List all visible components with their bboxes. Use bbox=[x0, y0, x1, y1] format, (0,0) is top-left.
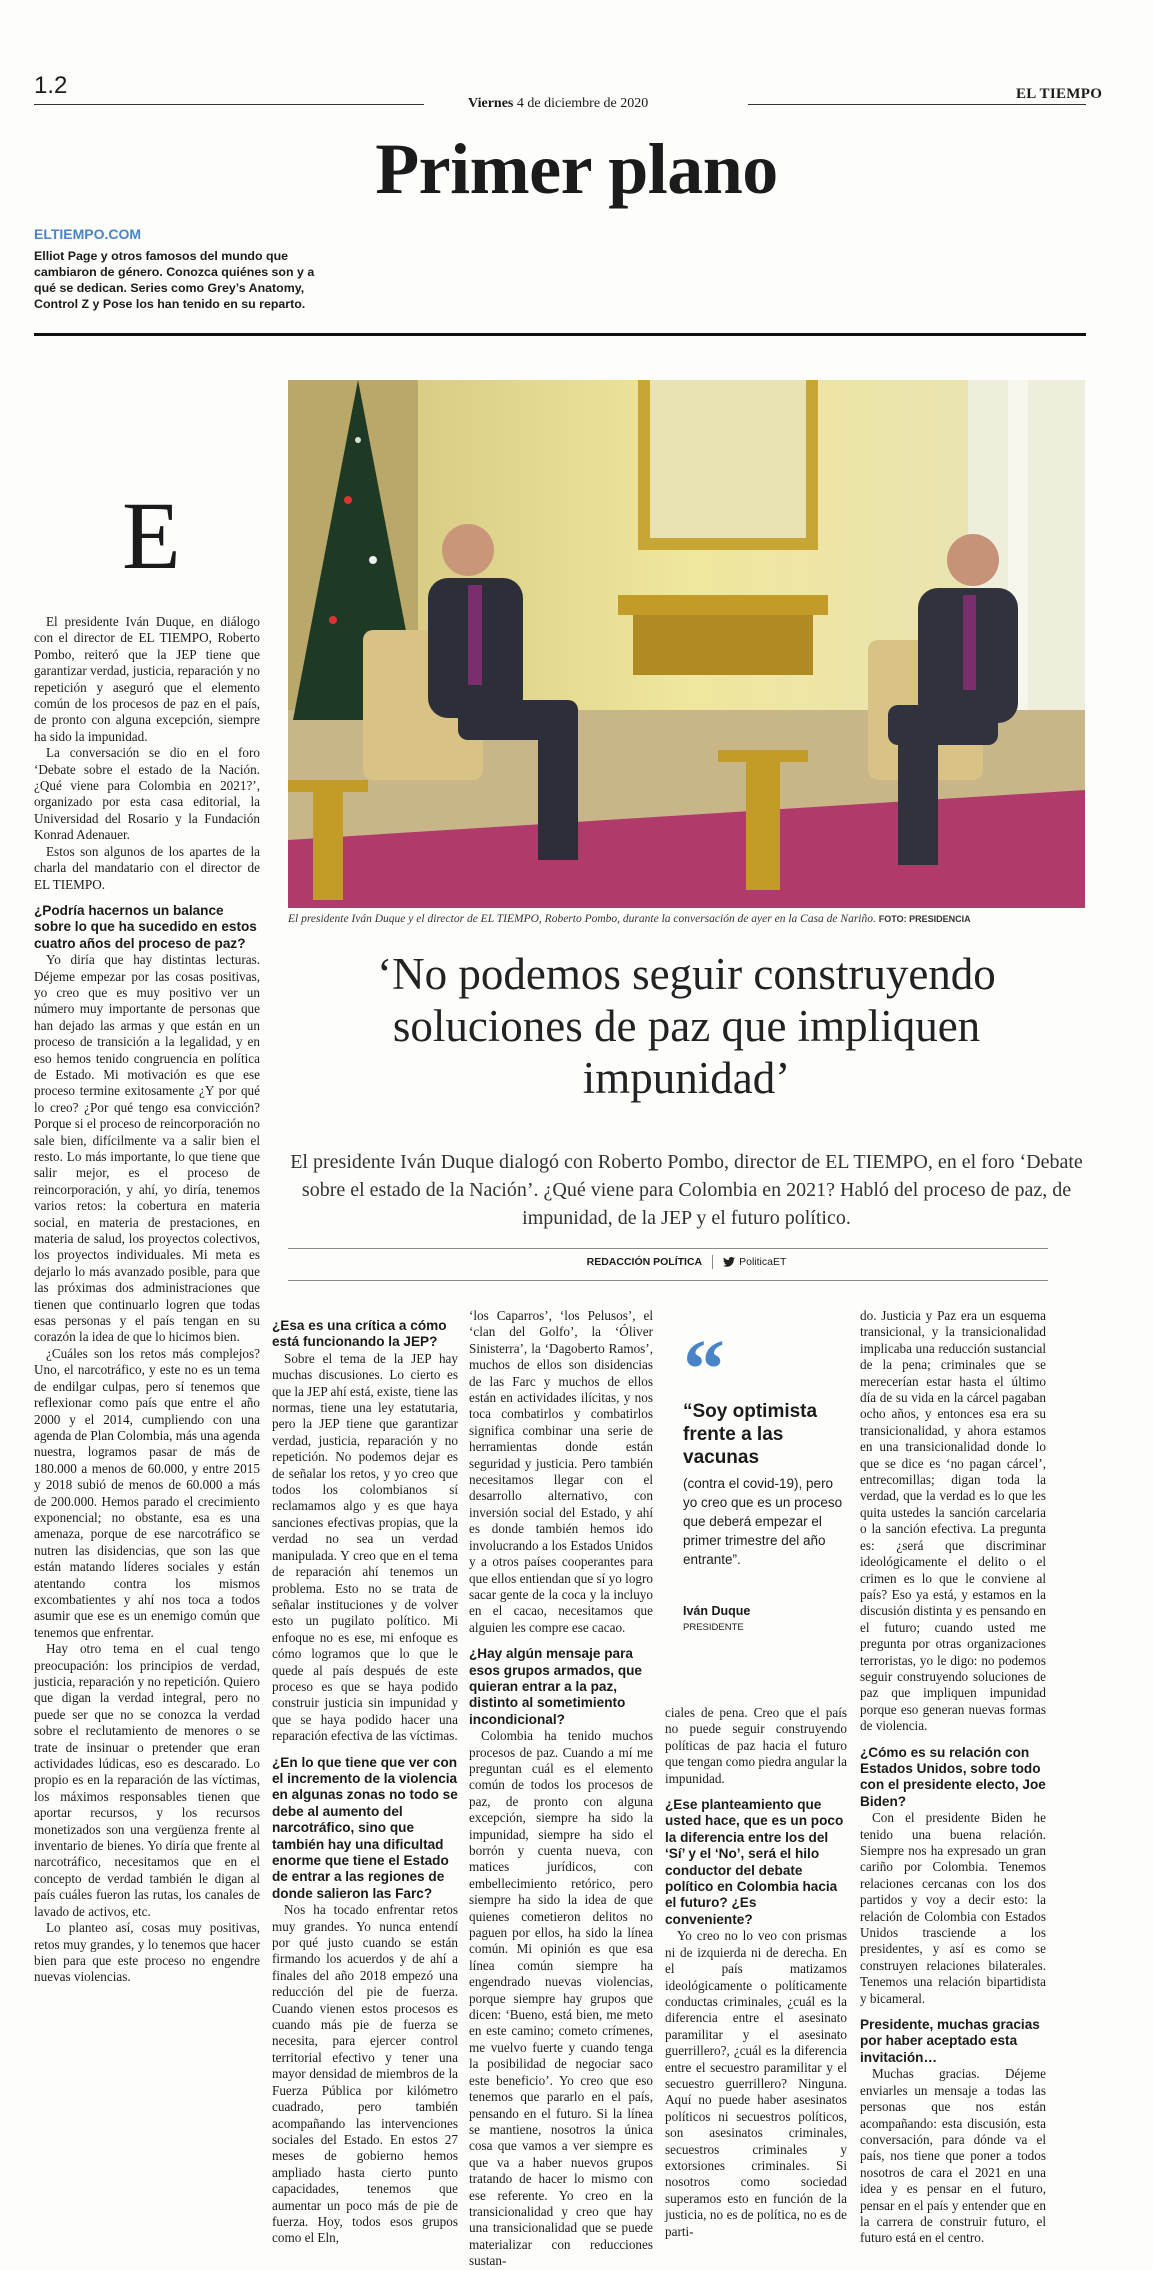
byline bbox=[288, 1255, 1085, 1269]
photo-caption-text: El presidente Iván Duque y el director de EL TIEMPO, Roberto Pombo, durante la conversación de ayer en la Casa de Nariño. bbox=[288, 913, 876, 925]
interview-question: ¿En lo que tiene que ver con el incremento de la violencia en algunas zonas no todo se debe al aumento del narcotráfico, sino que también hay una dificultad enorme que tiene el Estado de entrar a las regiones de donde salieron las Farc? bbox=[272, 1754, 458, 1901]
interview-question: ¿Podría hacernos un balance sobre lo que ha sucedido en estos cuatro años del proceso de paz? bbox=[34, 902, 257, 951]
header-rule-right bbox=[748, 104, 1086, 105]
article-column-3 bbox=[469, 1308, 653, 2270]
pullquote-speaker: Iván Duque bbox=[683, 1604, 751, 1618]
issue-date bbox=[468, 96, 648, 112]
article-paragraph: Lo planteo así, cosas muy positivas, retos muy grandes, y lo tenemos que hacer bien para que este proceso no engendre nuevas violencias. bbox=[34, 1920, 260, 1985]
quote-mark-icon: “ bbox=[683, 1323, 725, 1416]
article-photo bbox=[288, 380, 1085, 908]
byline-rule-top bbox=[288, 1248, 1048, 1249]
interview-question: ¿Ese planteamiento que usted hace, que es un poco la diferencia entre los del ‘Sí’ y el ‘No’, será el hilo conductor del debate político en Colombia hacia el futuro? ¿Es conveniente? bbox=[665, 1797, 844, 1927]
article-paragraph: Con el presidente Biden he tenido una buena relación. Siempre nos ha expresado un gran cariño por Colombia. Tenemos relaciones cercanas con los dos partidos y voy a decir esto: la relación de Colombia con Estados Unidos trasciende a los presidentes, y así es como se construyen relaciones bilaterales. Tenemos una relación bipartidista y bicameral. bbox=[860, 1810, 1046, 2006]
photo-credit: FOTO: PRESIDENCIA bbox=[878, 914, 971, 924]
page-number: 1.2 bbox=[34, 72, 68, 99]
article-paragraph: La conversación se dio en el foro ‘Debate sobre el estado de la Nación. ¿Qué viene para Colombia en 2021?’, organizado por esta casa editorial, la Universidad del Rosario y la Fundación Konrad Adenauer. bbox=[34, 745, 260, 843]
pullquote-text: “Soy optimista frente a las vacunas bbox=[683, 1401, 818, 1468]
newspaper-logo: EL TIEMPO bbox=[1016, 86, 1103, 102]
article-paragraph: ‘los Caparros’, ‘los Pelusos’, el ‘clan del Golfo’, la ‘Óliver Sinisterra’, la ‘Dagoberto Ramos’, muchos de ellos son disidencias de las Farc y muchos de ellos están en actividades ilícitas, y nos toca combatirlos y combatirlos significa combinar una serie de herramientas donde están seguridad y justicia. Pero también necesitamos llegar con el desarrollo alternativo, con inversión social del Estado, y ahí es donde también hemos ido involucrando a los Estados Unidos y a otros países cooperantes para que ellos entiendan que sí yo logro sacar gente de la coca y la incluyo en el cacao, necesitamos que alguien les compre ese cacao. bbox=[469, 1308, 653, 1635]
promo-divider bbox=[34, 333, 1086, 336]
article-paragraph: Estos son algunos de los apartes de la charla del mandatario con el director de EL TIEMPO. bbox=[34, 843, 260, 892]
article-paragraph: Nos ha tocado enfrentar retos muy grandes. Yo nunca entendí por qué justo cuando se están firmando los acuerdos y de ahí a finales del año 2018 empezó una reducción del pie de fuerza. Cuando vienen estos procesos es cuando más pie de fuerza se necesita, para ejercer control territorial efectivo y tener una mayor densidad de miembros de la Fuerza Pública por kilómetro cuadrado, pero también acompañando las intervenciones sociales del Estado. En estos 27 meses de gobierno hemos ampliado hasta cierto punto capacidades, tenemos que aumentar un poco más de pie de fuerza. Hoy, todos esos grupos como el Eln, bbox=[272, 1902, 458, 2246]
interview-question: ¿Esa es una crítica a cómo está funcionando la JEP? bbox=[272, 1318, 447, 1350]
byline-rule-bottom bbox=[288, 1280, 1048, 1281]
article-paragraph: Colombia ha tenido muchos procesos de paz. Cuando a mí me preguntan cuál es el elemento común de todos los procesos de paz, de pronto con alguna excepción, siempre ha sido la impunidad, siempre ha sido el borrón y cuenta nueva, con matices jurídicos, con embellecimiento retórico, pero siempre ha sido la idea de que quienes cometieron delitos no paguen por ellos, ha sido la línea común. Mi opinión es que esa línea común siempre ha engendrado nuevas violencias, porque siempre hay grupos que dicen: ‘Bueno, está bien, me meto en este camino; cometo crímenes, me vuelvo fuerte y cuando tenga la posibilidad de negociar saco este beneficio’. Yo creo que eso tenemos que pararlo en el país, pensando en el futuro. Si la línea se mantiene, nosotros la única cosa que vamos a ver siempre es que va a haber nuevos grupos tratando de hacer lo mismo con ese referente. Yo creo en la transicionalidad y creo que hay una transicionalidad que se puede materializar con reducciones sustan- bbox=[469, 1728, 653, 2269]
drop-cap: E bbox=[122, 482, 181, 589]
article-paragraph: Yo diría que hay distintas lecturas. Déjeme empezar por las cosas positivas, yo creo que es muy positivo ver un número muy importante de personas que han dejado las armas y que están en un proceso de transición a la legalidad, y en eso hemos tenido congruencia en política de Estado. Mi motivación es que ese proceso termine exitosamente ¿Y por qué lo creo? ¿Por qué tengo esa convicción? Porque si el proceso de reincorporación no sale bien, difícilmente va a salir bien el resto. Lo más importante, lo que tiene que salir mejor, es el proceso de reincorporación, y ahí, yo diría, tenemos varios retos: la cobertura en materia social, en materia de prestaciones, en materia de salud, los proyectos colectivos, los proyectos individuales. Mi meta es dejarlo lo más avanzado posible, para que las próximas dos administraciones que tienen que continuarlo logren que todas esas personas y el país tengan en su corazón la idea de que lo hicimos bien. bbox=[34, 952, 260, 1345]
article-paragraph: ¿Cuáles son los retos más complejos? Uno, el narcotráfico, y este no es un tema de endilgar culpas, pero sí tenemos que reflexionar como país que entre el año 2000 y el 2014, cumpliendo con una agenda de Plan Colombia, más una agenda nuestra, logramos pasar de más de 180.000 a menos de 60.000, y entre 2015 y 2018 subió de menos de 60.000 a más de 200.000. Hemos parado el crecimiento exponencial; no obstante, esa es una amenaza, porque de ese narcotráfico se nutren las disidencias, que son las que están matando líderes sociales y están atentando contra los mismos excombatientes y ahí nos toca a todos asumir que ese es un enemigo común que tenemos que enfrentar. bbox=[34, 1345, 260, 1640]
article-column-5 bbox=[860, 1308, 1046, 2247]
pullquote-role: PRESIDENTE bbox=[683, 1622, 744, 1633]
article-paragraph: Sobre el tema de la JEP hay muchas discusiones. Lo cierto es que la JEP ahí está, existe, tiene las normas, tiene una ley estatutaria, pero la JEP tiene que garantizar verdad, justicia, reparación y no repetición. No podemos dejar es de señalar los retos, y yo creo que todos los colombianos sí reclamamos algo y es que haya sanciones efectivas propias, que la verdad no sea un verdad manipulada. Y creo que en el tema de reparación ahí tenemos un problema. Esto no se trata de señalar instituciones y de volver esto un pugilato político. Mi enfoque no es ese, mi enfoque es cómo logramos que lo que le quede al país después de este proceso es que se haya podido construir justicia sin impunidad y que se haya podido hacer una reparación efectiva de las víctimas. bbox=[272, 1350, 458, 1744]
article-paragraph: El presidente Iván Duque, en diálogo con el director de EL TIEMPO, Roberto Pombo, reiteró que la JEP tiene que garantizar verdad, justicia, reparación y no repetición y aseguró que el elemento común de los procesos de paz en el país, de pronto con alguna excepción, siempre ha sido la impunidad. bbox=[34, 614, 260, 744]
article-paragraph: Muchas gracias. Déjeme enviarles un mensaje a todas las personas que nos están acompañando: esta discusión, esta conversación, para dónde va el país, nos tiene que poner a todos nosotros de cara el 2021 en una idea y es pensar en el futuro, pensar en el país y entender que en la carrera de construir futuro, el futuro está en el centro. bbox=[860, 2066, 1046, 2246]
photo-caption bbox=[288, 913, 1085, 925]
twitter-icon bbox=[723, 1257, 735, 1267]
article-headline: ‘No podemos seguir construyendo soluciones de paz que impliquen impunidad’ bbox=[377, 949, 996, 1103]
promo-text: Elliot Page y otros famosos del mundo que cambiaron de género. Conozca quiénes son y a qué se dedican. Series como Grey’s Anatomy, Control Z y Pose los han tenido en su reparto. bbox=[34, 249, 315, 311]
pullquote-subtext: (contra el covid-19), pero yo creo que es un proceso que deberá empezar el primer trimestre del año entrante”. bbox=[683, 1476, 843, 1567]
section-title: Primer plano bbox=[375, 129, 778, 209]
interview-question: ¿Cómo es su relación con Estados Unidos, sobre todo con el presidente electo, Joe Biden? bbox=[860, 1744, 1046, 1809]
promo-site-link[interactable]: ELTIEMPO.COM bbox=[34, 226, 142, 242]
article-column-2 bbox=[272, 1308, 458, 2247]
issue-date-rest: 4 de diciembre de 2020 bbox=[516, 96, 649, 111]
byline-separator bbox=[712, 1255, 713, 1269]
header-rule-left bbox=[34, 104, 424, 105]
article-column-1 bbox=[34, 614, 260, 1986]
twitter-handle[interactable]: PoliticaET bbox=[739, 1255, 787, 1268]
article-paragraph: ciales de pena. Creo que el país no puede seguir construyendo políticas de paz hacia el futuro que tengan como piedra angular la impunidad. bbox=[665, 1705, 847, 1786]
interview-question: ¿Hay algún mensaje para esos grupos armados, que quieran entrar a la paz, distinto al sometimiento incondicional? bbox=[469, 1646, 642, 1727]
article-deck: El presidente Iván Duque dialogó con Roberto Pombo, director de EL TIEMPO, en el foro ‘Debate sobre el estado de la Nación’. ¿Qué viene para Colombia en 2021? Habló del proceso de paz, de impunidad, de la JEP y el futuro político. bbox=[290, 1151, 1083, 1229]
article-column-4 bbox=[665, 1705, 847, 2240]
interview-question: Presidente, muchas gracias por haber aceptado esta invitación… bbox=[860, 2017, 1040, 2065]
article-paragraph: Hay otro tema en el cual tengo preocupación: los principios de verdad, justicia, reparación y no repetición. Quiero que digan la verdad integral, pero no puede ser que no se conozca la verdad sobre el reclutamiento de menores o se trate de insinuar o pretender que eran actividades lúdicas, eso es descarado. Lo propio es en la reparación de las víctimas, los máximos responsables tienen que aportar recursos, y los recursos monetizados son una vergüenza frente al inventario de bienes. Yo diría que frente al narcotráfico, necesitamos que en el concepto de verdad también le digan al país cuáles fueron las rutas, los canales de lavado de activos, etc. bbox=[34, 1641, 260, 1919]
issue-weekday: Viernes bbox=[468, 96, 514, 111]
article-paragraph: do. Justicia y Paz era un esquema transicional, y la transicionalidad implicaba una reducción sustancial de la pena; criminales que se merecerían estar hasta el último día de su vida en la cárcel pagaban ocho años, y entonces esa era su transicionalidad, y ahora estamos en una transicionalidad donde lo que se dice es ‘no pagan cárcel’, entrecomillas; digan toda la verdad, que la verdad es lo que les quita ustedes la sanción carcelaria o la sanción efectiva. La pregunta es: ¿será que discriminar ideológicamente el delito o el crimen es lo que le conviene al país? Eso ya está, y estamos en la discusión distinta y es pensando en el futuro; cuando usted me pregunta por otras organizaciones terroristas, yo le digo: no podemos seguir construyendo soluciones de paz que impliquen impunidad porque eso generan nuevas formas de violencia. bbox=[860, 1308, 1046, 1734]
byline-author: REDACCIÓN POLÍTICA bbox=[586, 1255, 703, 1268]
article-paragraph: Yo creo no lo veo con prismas ni de izquierda ni de derecha. En el país matizamos ideológicamente o políticamente conductas criminales, ¿cuál es la diferencia entre el asesinato paramilitar y el asesinato guerrillero?, ¿cuál es la diferencia entre el secuestro paramilitar y el secuestro guerrillero? Ninguna. Aquí no puede haber asesinatos políticos ni secuestros políticos, son asesinatos criminales, secuestros criminales y extorsiones criminales. Si nosotros como sociedad superamos esto en función de la justicia, no es de política, no es de parti- bbox=[665, 1928, 847, 2239]
photo-illustration bbox=[288, 380, 1085, 908]
